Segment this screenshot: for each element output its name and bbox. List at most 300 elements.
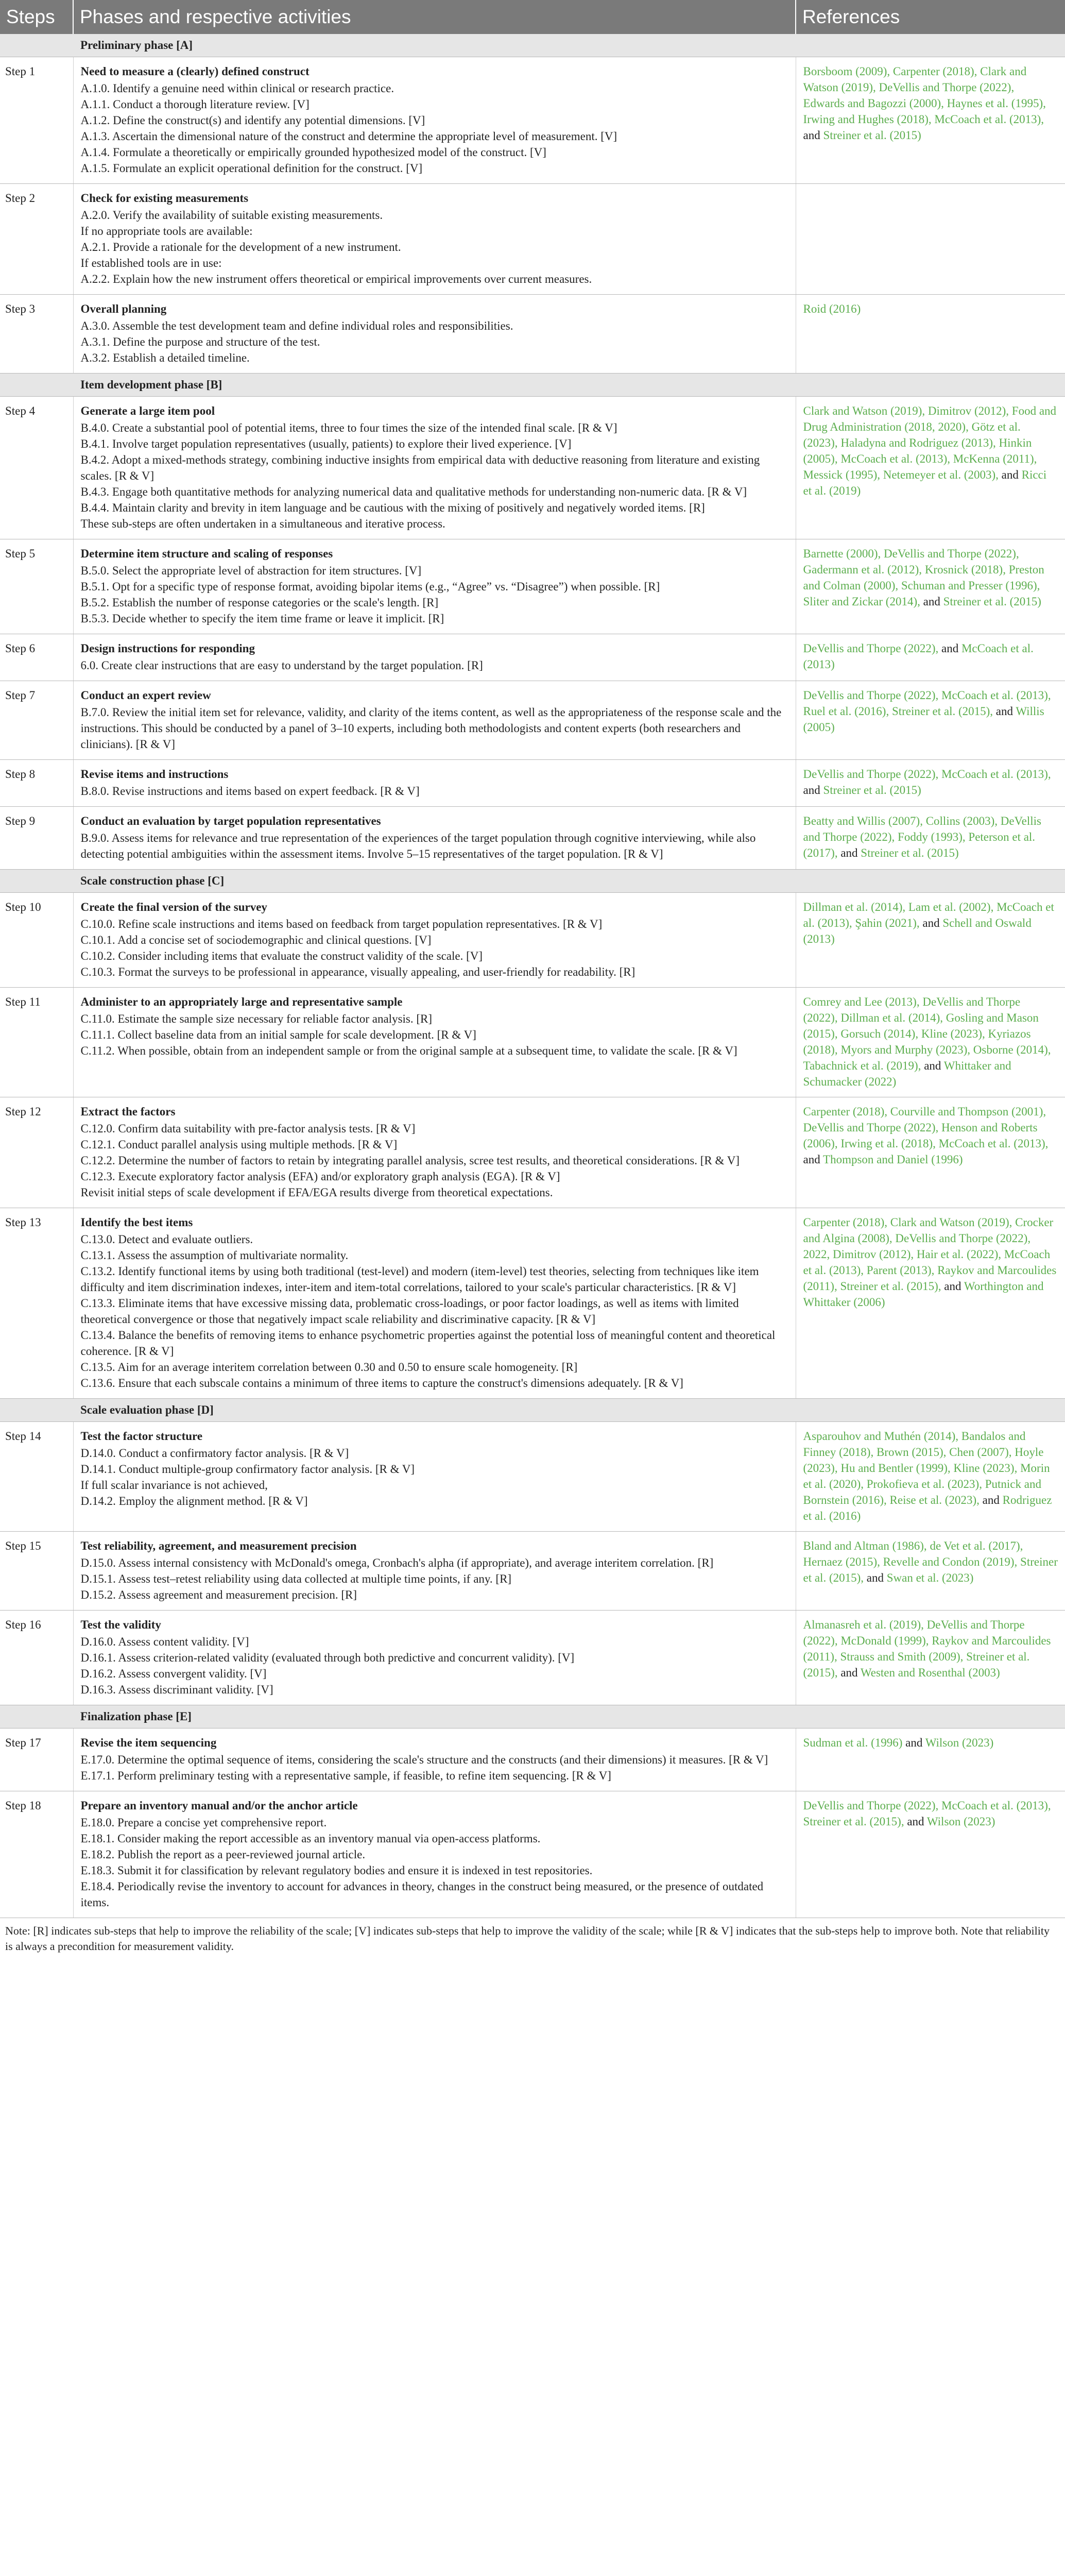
reference-link[interactable]: Foddy (1993), [898, 831, 969, 843]
step-number: Step 6 [0, 634, 73, 681]
step-number: Step 1 [0, 57, 73, 184]
reference-link[interactable]: McCoach et al. (2013), [941, 689, 1051, 702]
activity-line: B.4.1. Involve target population representatives (usually, patients) to explore their lived experience. [V] [80, 437, 572, 450]
reference-conjunction: and [907, 1815, 927, 1828]
reference-conjunction: and [803, 1153, 823, 1166]
activity-line: C.13.6. Ensure that each subscale contains a minimum of three items to capture the construct's dimensions adequately. [R & V] [80, 1377, 683, 1389]
step-row [0, 184, 1065, 295]
phase-spacer [0, 1399, 73, 1422]
step-number: Step 12 [0, 1097, 73, 1208]
activity-line: E.18.1. Consider making the report accessible as an inventory manual via open-access platforms. [80, 1832, 541, 1845]
reference-link[interactable]: Wilson (2023) [925, 1736, 994, 1749]
step-activities [73, 681, 796, 760]
reference-link[interactable]: Westen and Rosenthal (2003) [860, 1666, 1000, 1679]
activity-line: C.10.0. Refine scale instructions and items based on feedback from target population representatives. [R & V] [80, 918, 603, 930]
reference-link[interactable]: Streiner et al. (2015) [823, 129, 921, 142]
activity-line: B.4.4. Maintain clarity and brevity in item language and be cautious with the mixing of positively and negatively worded items. [R] [80, 501, 705, 514]
activity-line: A.1.5. Formulate an explicit operational definition for the construct. [V] [80, 162, 423, 175]
reference-link[interactable]: Morin et al. (2020), [803, 1462, 1050, 1490]
reference-link[interactable]: DeVellis and Thorpe (2022), [803, 689, 941, 702]
activity-line: C.12.0. Confirm data suitability with pre-factor analysis tests. [R & V] [80, 1122, 416, 1135]
reference-link[interactable]: Şahin (2021), [855, 917, 923, 929]
table-header [0, 0, 1065, 34]
step-title: Determine item structure and scaling of responses [80, 547, 333, 560]
reference-link[interactable]: Wilson (2023) [926, 1815, 995, 1828]
step-number: Step 5 [0, 539, 73, 634]
activity-line: A.2.0. Verify the availability of suitable existing measurements. [80, 209, 383, 222]
activity-line: E.17.0. Determine the optimal sequence of items, considering the scale's structure and the constructs (and their dimensions) it measures. [R & V] [80, 1753, 768, 1766]
reference-link[interactable]: Crocker and Algina (2008), [803, 1216, 1054, 1245]
reference-link[interactable]: Chen (2007), [949, 1446, 1015, 1459]
phase-label: Scale evaluation phase [D] [73, 1399, 1065, 1422]
reference-link[interactable]: DeVellis and Thorpe (2022), [879, 81, 1015, 94]
reference-link[interactable]: Roid (2016) [803, 302, 861, 315]
phase-spacer [0, 374, 73, 397]
reference-link[interactable]: DeVellis and Thorpe (2022), [803, 1799, 941, 1812]
reference-link[interactable]: Peterson et al. (2017), [803, 831, 1036, 859]
header-references: References [796, 0, 1065, 34]
activity-line: D.15.1. Assess test–retest reliability using data collected at multiple time points, if any. [R] [80, 1572, 512, 1585]
reference-conjunction: and [866, 1571, 887, 1584]
reference-link[interactable]: 2022, [803, 1248, 833, 1261]
reference-link[interactable]: Irwing and Hughes (2018), [803, 113, 935, 126]
step-references [796, 57, 1065, 184]
activity-line: These sub-steps are often undertaken in a simultaneous and iterative process. [80, 517, 445, 530]
activity-line: D.16.2. Assess convergent validity. [V] [80, 1667, 267, 1680]
activity-line: B.5.1. Opt for a specific type of response format, avoiding bipolar items (e.g., “Agree” vs. “Disagree”) when possible. [R] [80, 580, 660, 593]
step-references [796, 760, 1065, 807]
step-activities [73, 760, 796, 807]
activity-line: If no appropriate tools are available: [80, 225, 253, 238]
reference-link[interactable]: Willis (2005) [803, 705, 1044, 734]
reference-link[interactable]: DeVellis and Thorpe (2022), [803, 1618, 1025, 1647]
step-references [796, 988, 1065, 1097]
step-title: Conduct an expert review [80, 689, 211, 702]
reference-link[interactable]: Streiner et al. (2015), [891, 705, 996, 718]
reference-link[interactable]: Swan et al. (2023) [886, 1571, 974, 1584]
step-references [796, 295, 1065, 374]
step-row [0, 295, 1065, 374]
reference-conjunction: and [905, 1736, 925, 1749]
reference-link[interactable]: Thompson and Daniel (1996) [823, 1153, 963, 1166]
step-references [796, 397, 1065, 539]
step-title: Conduct an evaluation by target population representatives [80, 815, 381, 827]
reference-conjunction: and [803, 129, 823, 142]
activity-line: D.14.0. Conduct a confirmatory factor analysis. [R & V] [80, 1447, 349, 1460]
step-activities [73, 539, 796, 634]
reference-link[interactable]: Raykov and Marcoulides (2011), [803, 1634, 1051, 1663]
reference-link[interactable]: Netemeyer et al. (2003), [883, 468, 1002, 481]
step-number: Step 8 [0, 760, 73, 807]
step-references [796, 634, 1065, 681]
step-row [0, 1097, 1065, 1208]
activity-line: D.15.0. Assess internal consistency with McDonald's omega, Cronbach's alpha (if appropriate), and average interitem correlation. [R] [80, 1556, 714, 1569]
activity-line: D.14.2. Employ the alignment method. [R & V] [80, 1495, 308, 1507]
reference-link[interactable]: Streiner et al. (2015) [943, 595, 1041, 608]
reference-link[interactable]: Ricci et al. (2019) [803, 468, 1047, 497]
step-references [796, 539, 1065, 634]
reference-link[interactable]: Kline (2023), [921, 1027, 988, 1040]
step-activities [73, 184, 796, 295]
activity-line: C.13.5. Aim for an average interitem correlation between 0.30 and 0.50 to ensure scale homogeneity. [R] [80, 1361, 578, 1374]
activity-line: B.9.0. Assess items for relevance and true representation of the experiences of the target population through cognitive interviewing, while also detecting potential ambiguities within the assessment items. Involve 5–15 representatives of the target population. [R & V] [80, 832, 756, 860]
reference-link[interactable]: Reise et al. (2023), [889, 1494, 983, 1506]
activity-line: C.12.2. Determine the number of factors to retain by integrating parallel analysis, scree test results, and theoretical considerations. [R & V] [80, 1154, 740, 1167]
reference-link[interactable]: Messick (1995), [803, 468, 883, 481]
activity-line: B.4.0. Create a substantial pool of potential items, three to four times the size of the intended final scale. [R & V] [80, 421, 617, 434]
reference-link[interactable]: Dimitrov (2012), [833, 1248, 917, 1261]
phase-spacer [0, 870, 73, 893]
header-phases: Phases and respective activities [73, 0, 796, 34]
phase-row [0, 1705, 1065, 1728]
step-number: Step 10 [0, 893, 73, 988]
activity-line: A.2.1. Provide a rationale for the development of a new instrument. [80, 241, 401, 253]
activity-line: A.1.3. Ascertain the dimensional nature of the construct and determine the appropriate level of measurement. [V] [80, 130, 617, 143]
reference-link[interactable]: Comrey and Lee (2013), [803, 995, 923, 1008]
step-row [0, 397, 1065, 539]
step-title: Test the factor structure [80, 1430, 203, 1443]
activity-line: A.1.4. Formulate a theoretically or empirically grounded hypothesized model of the construct. [V] [80, 146, 546, 159]
step-number: Step 7 [0, 681, 73, 760]
step-title: Check for existing measurements [80, 192, 249, 205]
reference-link[interactable]: Dillman et al. (2014), [803, 901, 908, 913]
step-references [796, 681, 1065, 760]
table-body [0, 34, 1065, 1918]
step-activities [73, 1422, 796, 1532]
step-activities [73, 893, 796, 988]
activity-line: If established tools are in use: [80, 257, 222, 269]
phase-row [0, 870, 1065, 893]
step-number: Step 11 [0, 988, 73, 1097]
step-references [796, 184, 1065, 295]
step-references [796, 1532, 1065, 1611]
activity-line: C.13.0. Detect and evaluate outliers. [80, 1233, 253, 1246]
activity-line: C.10.3. Format the surveys to be professional in appearance, visually appealing, and user-friendly for readability. [R] [80, 965, 635, 978]
phase-row [0, 1399, 1065, 1422]
reference-link[interactable]: Haladyna and Rodriguez (2013), [840, 436, 999, 449]
reference-link[interactable]: Hoyle (2023), [803, 1446, 1044, 1475]
reference-link[interactable]: McCoach et al. (2013), [941, 1799, 1051, 1812]
activity-line: If full scalar invariance is not achieved, [80, 1479, 268, 1492]
reference-link[interactable]: Clark and Watson (2019), [803, 404, 928, 417]
reference-link[interactable]: Prokofieva et al. (2023), [866, 1478, 985, 1490]
step-number: Step 17 [0, 1728, 73, 1791]
reference-link[interactable]: Haynes et al. (1995), [947, 97, 1046, 110]
step-references [796, 1208, 1065, 1399]
reference-link[interactable]: Henson and Roberts (2006), [803, 1121, 1038, 1150]
reference-link[interactable]: Raykov and Marcoulides (2011), [803, 1264, 1057, 1293]
phase-spacer [0, 34, 73, 57]
activity-line: A.3.2. Establish a detailed timeline. [80, 351, 250, 364]
reference-link[interactable]: Almanasreh et al. (2019), [803, 1618, 927, 1631]
reference-link[interactable]: Hinkin (2005), [803, 436, 1032, 465]
reference-link[interactable]: Edwards and Bagozzi (2000), [803, 97, 947, 110]
reference-link[interactable]: Food and Drug Administration (2018, 2020), [803, 404, 1057, 433]
step-references [796, 1097, 1065, 1208]
step-title: Design instructions for responding [80, 642, 255, 655]
step-title: Test reliability, agreement, and measurement precision [80, 1539, 357, 1552]
activity-line: D.14.1. Conduct multiple-group confirmatory factor analysis. [R & V] [80, 1463, 415, 1476]
reference-conjunction: and [924, 1059, 944, 1072]
activity-line: A.1.2. Define the construct(s) and identify any potential dimensions. [V] [80, 114, 425, 127]
reference-link[interactable]: Myors and Murphy (2023), [840, 1043, 973, 1056]
reference-link[interactable]: Gorsuch (2014), [840, 1027, 921, 1040]
reference-conjunction: and [840, 846, 861, 859]
reference-conjunction: and [803, 784, 823, 796]
reference-link[interactable]: Collins (2003), [925, 815, 1001, 827]
reference-link[interactable]: Götz et al. (2023), [803, 420, 1021, 449]
reference-conjunction: and [923, 595, 943, 608]
step-references [796, 1422, 1065, 1532]
reference-link[interactable]: Worthington and Whittaker (2006) [803, 1280, 1044, 1309]
step-title: Administer to an appropriately large and representative sample [80, 995, 403, 1008]
step-references [796, 1791, 1065, 1918]
reference-link[interactable]: Streiner et al. (2015), [803, 1650, 1030, 1679]
activity-line: E.17.1. Perform preliminary testing with a representative sample, if feasible, to refine item sequencing. [R & V] [80, 1769, 611, 1782]
activity-line: B.4.2. Adopt a mixed-methods strategy, combining inductive insights from empirical data with deductive reasoning from literature and existing scales. [R & V] [80, 453, 760, 482]
reference-link[interactable]: Dimitrov (2012), [927, 404, 1012, 417]
reference-link[interactable]: Hernaez (2015), [803, 1555, 883, 1568]
activity-line: B.5.3. Decide whether to specify the item time frame or leave it implicit. [R] [80, 612, 444, 625]
step-row [0, 1532, 1065, 1611]
activity-line: C.11.0. Estimate the sample size necessary for reliable factor analysis. [R] [80, 1012, 433, 1025]
step-activities [73, 1728, 796, 1791]
step-activities [73, 1097, 796, 1208]
reference-link[interactable]: DeVellis and Thorpe (2022), [803, 1121, 941, 1134]
activity-line: C.13.2. Identify functional items by using both traditional (test-level) and modern (item-level) test theories, selecting from techniques like item difficulty and item discrimination indexes, inter-item and item-total correlations, tailored to your scale's particular characteristics. [R & V] [80, 1265, 759, 1294]
reference-link[interactable]: Putnick and Bornstein (2016), [803, 1478, 1041, 1506]
reference-link[interactable]: Irwing et al. (2018), [840, 1137, 939, 1150]
header-steps: Steps [0, 0, 73, 34]
reference-link[interactable]: Barnette (2000), [803, 547, 884, 560]
step-title: Create the final version of the survey [80, 901, 267, 913]
phase-label: Finalization phase [E] [73, 1705, 1065, 1728]
reference-link[interactable]: Strauss and Smith (2009), [840, 1650, 967, 1663]
activity-line: E.18.2. Publish the report as a peer-reviewed journal article. [80, 1848, 366, 1861]
step-title: Revise the item sequencing [80, 1736, 217, 1749]
activity-line: A.3.1. Define the purpose and structure of the test. [80, 335, 320, 348]
reference-link[interactable]: Sliter and Zickar (2014), [803, 595, 923, 608]
reference-link[interactable]: McCoach et al. (2013), [803, 901, 1054, 929]
step-references [796, 807, 1065, 870]
activity-line: B.5.0. Select the appropriate level of abstraction for item structures. [V] [80, 564, 422, 577]
phase-row [0, 34, 1065, 57]
reference-conjunction: and [944, 1280, 964, 1293]
step-row [0, 681, 1065, 760]
reference-link[interactable]: Hu and Bentler (1999), [840, 1462, 954, 1475]
activity-line: D.15.2. Assess agreement and measurement precision. [R] [80, 1588, 357, 1601]
reference-link[interactable]: Clark and Watson (2019), [890, 1216, 1016, 1229]
reference-link[interactable]: Courville and Thompson (2001), [890, 1105, 1046, 1118]
reference-link[interactable]: DeVellis and Thorpe (2022), [883, 547, 1019, 560]
reference-link[interactable]: Clark and Watson (2019), [803, 65, 1027, 94]
reference-link[interactable]: Gosling and Mason (2015), [803, 1011, 1039, 1040]
reference-conjunction: and [982, 1494, 1003, 1506]
reference-link[interactable]: DeVellis and Thorpe (2022), [803, 815, 1041, 843]
reference-link[interactable]: Bandalos and Finney (2018), [803, 1430, 1026, 1459]
step-title: Identify the best items [80, 1216, 193, 1229]
reference-link[interactable]: Streiner et al. (2015), [840, 1280, 944, 1293]
step-number: Step 2 [0, 184, 73, 295]
step-activities [73, 1208, 796, 1399]
step-row [0, 1422, 1065, 1532]
reference-conjunction: and [1001, 468, 1022, 481]
activity-line: D.16.0. Assess content validity. [V] [80, 1635, 249, 1648]
table-note: Note: [R] indicates sub-steps that help to improve the reliability of the scale; [V] indicates sub-steps that help to improve the validity of the scale; while [R & V] indicates that the sub-steps help to improve both. Note that reliability is always a precondition for measurement validity. [5, 1924, 1050, 1953]
step-title: Test the validity [80, 1618, 161, 1631]
reference-link[interactable]: Dillman et al. (2014), [840, 1011, 946, 1024]
reference-conjunction: and [995, 705, 1016, 718]
reference-conjunction: and [840, 1666, 861, 1679]
step-activities [73, 295, 796, 374]
reference-link[interactable]: Carpenter (2018), [892, 65, 981, 78]
step-row [0, 1611, 1065, 1705]
reference-link[interactable]: Carpenter (2018), [803, 1105, 890, 1118]
reference-link[interactable]: Rodriguez et al. (2016) [803, 1494, 1052, 1522]
reference-link[interactable]: McCoach et al. (2013), [803, 1248, 1051, 1277]
phase-row [0, 374, 1065, 397]
step-title: Overall planning [80, 302, 167, 315]
step-row [0, 760, 1065, 807]
activity-line: C.11.2. When possible, obtain from an independent sample or from the original sample at a subsequent time, to validate the scale. [R & V] [80, 1044, 737, 1057]
reference-link[interactable]: Kyriazos (2018), [803, 1027, 1031, 1056]
step-activities [73, 1532, 796, 1611]
reference-link[interactable]: McCoach et al. (2013), [840, 452, 953, 465]
activity-line: A.1.1. Conduct a thorough literature review. [V] [80, 98, 310, 111]
step-row [0, 988, 1065, 1097]
reference-link[interactable]: Parent (2013), [866, 1264, 938, 1277]
reference-link[interactable]: Lam et al. (2002), [908, 901, 997, 913]
reference-link[interactable]: Revelle and Condon (2019), [883, 1555, 1021, 1568]
step-number: Step 3 [0, 295, 73, 374]
reference-link[interactable]: Brown (2015), [876, 1446, 950, 1459]
step-activities [73, 807, 796, 870]
phase-spacer [0, 1705, 73, 1728]
reference-link[interactable]: DeVellis and Thorpe (2022), [803, 768, 941, 781]
step-title: Generate a large item pool [80, 404, 215, 417]
step-activities [73, 57, 796, 184]
step-number: Step 16 [0, 1611, 73, 1705]
step-number: Step 15 [0, 1532, 73, 1611]
activity-line: B.4.3. Engage both quantitative methods for analyzing numerical data and qualitative methods for understanding non-numeric data. [R & V] [80, 485, 747, 498]
reference-conjunction: and [941, 642, 961, 655]
reference-link[interactable]: McCoach et al. (2013), [941, 768, 1051, 781]
step-title: Prepare an inventory manual and/or the anchor article [80, 1799, 358, 1812]
step-number: Step 18 [0, 1791, 73, 1918]
activity-line: D.16.1. Assess criterion-related validity (evaluated through both predictive and concurrent validity). [V] [80, 1651, 575, 1664]
reference-link[interactable]: McDonald (1999), [840, 1634, 932, 1647]
reference-link[interactable]: DeVellis and Thorpe (2022), [895, 1232, 1031, 1245]
reference-link[interactable]: Tabachnick et al. (2019), [803, 1059, 924, 1072]
reference-link[interactable]: Streiner et al. (2015) [823, 784, 921, 796]
step-title: Revise items and instructions [80, 768, 229, 781]
activity-line: B.8.0. Revise instructions and items based on expert feedback. [R & V] [80, 785, 420, 798]
reference-link[interactable]: Carpenter (2018), [803, 1216, 890, 1229]
reference-link[interactable]: Schell and Oswald (2013) [803, 917, 1032, 945]
step-number: Step 14 [0, 1422, 73, 1532]
activity-line: D.16.3. Assess discriminant validity. [V] [80, 1683, 273, 1696]
step-activities [73, 988, 796, 1097]
step-row [0, 634, 1065, 681]
activity-line: C.13.4. Balance the benefits of removing items to enhance psychometric properties against the potential loss of meaningful content and theoretical coherence. [R & V] [80, 1329, 776, 1358]
activity-line: C.10.2. Consider including items that evaluate the construct validity of the scale. [V] [80, 950, 483, 962]
step-number: Step 13 [0, 1208, 73, 1399]
step-row [0, 1728, 1065, 1791]
step-number: Step 4 [0, 397, 73, 539]
reference-link[interactable]: Bland and Altman (1986), [803, 1539, 930, 1552]
reference-link[interactable]: Kline (2023), [953, 1462, 1021, 1475]
activity-line: E.18.0. Prepare a concise yet comprehensive report. [80, 1816, 327, 1829]
activity-line: C.10.1. Add a concise set of sociodemographic and clinical questions. [V] [80, 934, 432, 946]
step-references [796, 1611, 1065, 1705]
reference-link[interactable]: McCoach et al. (2013) [803, 642, 1034, 671]
step-references [796, 1728, 1065, 1791]
activity-line: B.5.2. Establish the number of response categories or the scale's length. [R] [80, 596, 439, 609]
step-row [0, 1208, 1065, 1399]
step-activities [73, 397, 796, 539]
activity-line: E.18.4. Periodically revise the inventory to account for advances in theory, changes in the construct being measured, or the presence of outdated items. [80, 1880, 764, 1909]
phase-label: Preliminary phase [A] [73, 34, 1065, 57]
header-row [0, 0, 1065, 34]
reference-link[interactable]: Sudman et al. (1996) [803, 1736, 906, 1749]
reference-link[interactable]: McCoach et al. (2013), [938, 1137, 1049, 1150]
step-references [796, 893, 1065, 988]
activity-line: C.12.3. Execute exploratory factor analysis (EFA) and/or exploratory graph analysis (EGA). [R & V] [80, 1170, 560, 1183]
reference-link[interactable]: Asparouhov and Muthén (2014), [803, 1430, 961, 1443]
activity-line: B.7.0. Review the initial item set for relevance, validity, and clarity of the items content, as well as the appropriateness of the response scale and the instructions. This should be conducted by a panel of 3–10 experts, including both methodologists and content experts (both researchers and clinicians). [R & V] [80, 706, 782, 751]
reference-link[interactable]: Osborne (2014), [973, 1043, 1051, 1056]
step-activities [73, 1791, 796, 1918]
reference-link[interactable]: Preston and Colman (2000), [803, 563, 1044, 592]
reference-link[interactable]: McKenna (2011), [953, 452, 1037, 465]
activity-line: C.12.1. Conduct parallel analysis using multiple methods. [R & V] [80, 1138, 398, 1151]
reference-link[interactable]: Schuman and Presser (1996), [901, 579, 1040, 592]
reference-link[interactable]: de Vet et al. (2017), [930, 1539, 1023, 1552]
step-row [0, 539, 1065, 634]
reference-link[interactable]: Streiner et al. (2015) [861, 846, 959, 859]
reference-link[interactable]: Beatty and Willis (2007), [803, 815, 926, 827]
activity-line: A.1.0. Identify a genuine need within clinical or research practice. [80, 82, 394, 95]
step-activities [73, 634, 796, 681]
reference-link[interactable]: Streiner et al. (2015), [803, 1815, 907, 1828]
activity-line: 6.0. Create clear instructions that are easy to understand by the target population. [R] [80, 659, 483, 672]
step-title: Need to measure a (clearly) defined construct [80, 65, 310, 78]
step-row [0, 1791, 1065, 1918]
activity-line: A.3.0. Assemble the test development team and define individual roles and responsibilities. [80, 319, 513, 332]
phase-label: Scale construction phase [C] [73, 870, 1065, 893]
step-row [0, 893, 1065, 988]
activity-line: E.18.3. Submit it for classification by relevant regulatory bodies and ensure it is indexed in test repositories. [80, 1864, 593, 1877]
phase-label: Item development phase [B] [73, 374, 1065, 397]
step-activities [73, 1611, 796, 1705]
reference-link[interactable]: Krosnick (2018), [924, 563, 1009, 576]
reference-link[interactable]: Gadermann et al. (2012), [803, 563, 925, 576]
activity-line: C.13.1. Assess the assumption of multivariate normality. [80, 1249, 349, 1262]
reference-link[interactable]: McCoach et al. (2013), [934, 113, 1044, 126]
reference-link[interactable]: DeVellis and Thorpe (2022), [803, 995, 1021, 1024]
reference-link[interactable]: Streiner et al. (2015), [803, 1555, 1058, 1584]
activity-line: C.11.1. Collect baseline data from an initial sample for scale development. [R & V] [80, 1028, 476, 1041]
reference-conjunction: and [922, 917, 943, 929]
reference-link[interactable]: Whittaker and Schumacker (2022) [803, 1059, 1011, 1088]
reference-link[interactable]: Borsboom (2009), [803, 65, 893, 78]
activity-line: Revisit initial steps of scale development if EFA/EGA results diverge from theoretical expectations. [80, 1186, 553, 1199]
step-number: Step 9 [0, 807, 73, 870]
activity-line: C.13.3. Eliminate items that have excessive missing data, problematic cross-loadings, or poor factor loadings, as well as items with limited theoretical convergence or those that negatively impact scale reliability and discriminative capacity. [R & V] [80, 1297, 739, 1326]
reference-link[interactable]: Hair et al. (2022), [916, 1248, 1004, 1261]
reference-link[interactable]: DeVellis and Thorpe (2022), [803, 642, 941, 655]
reference-link[interactable]: Ruel et al. (2016), [803, 705, 892, 718]
